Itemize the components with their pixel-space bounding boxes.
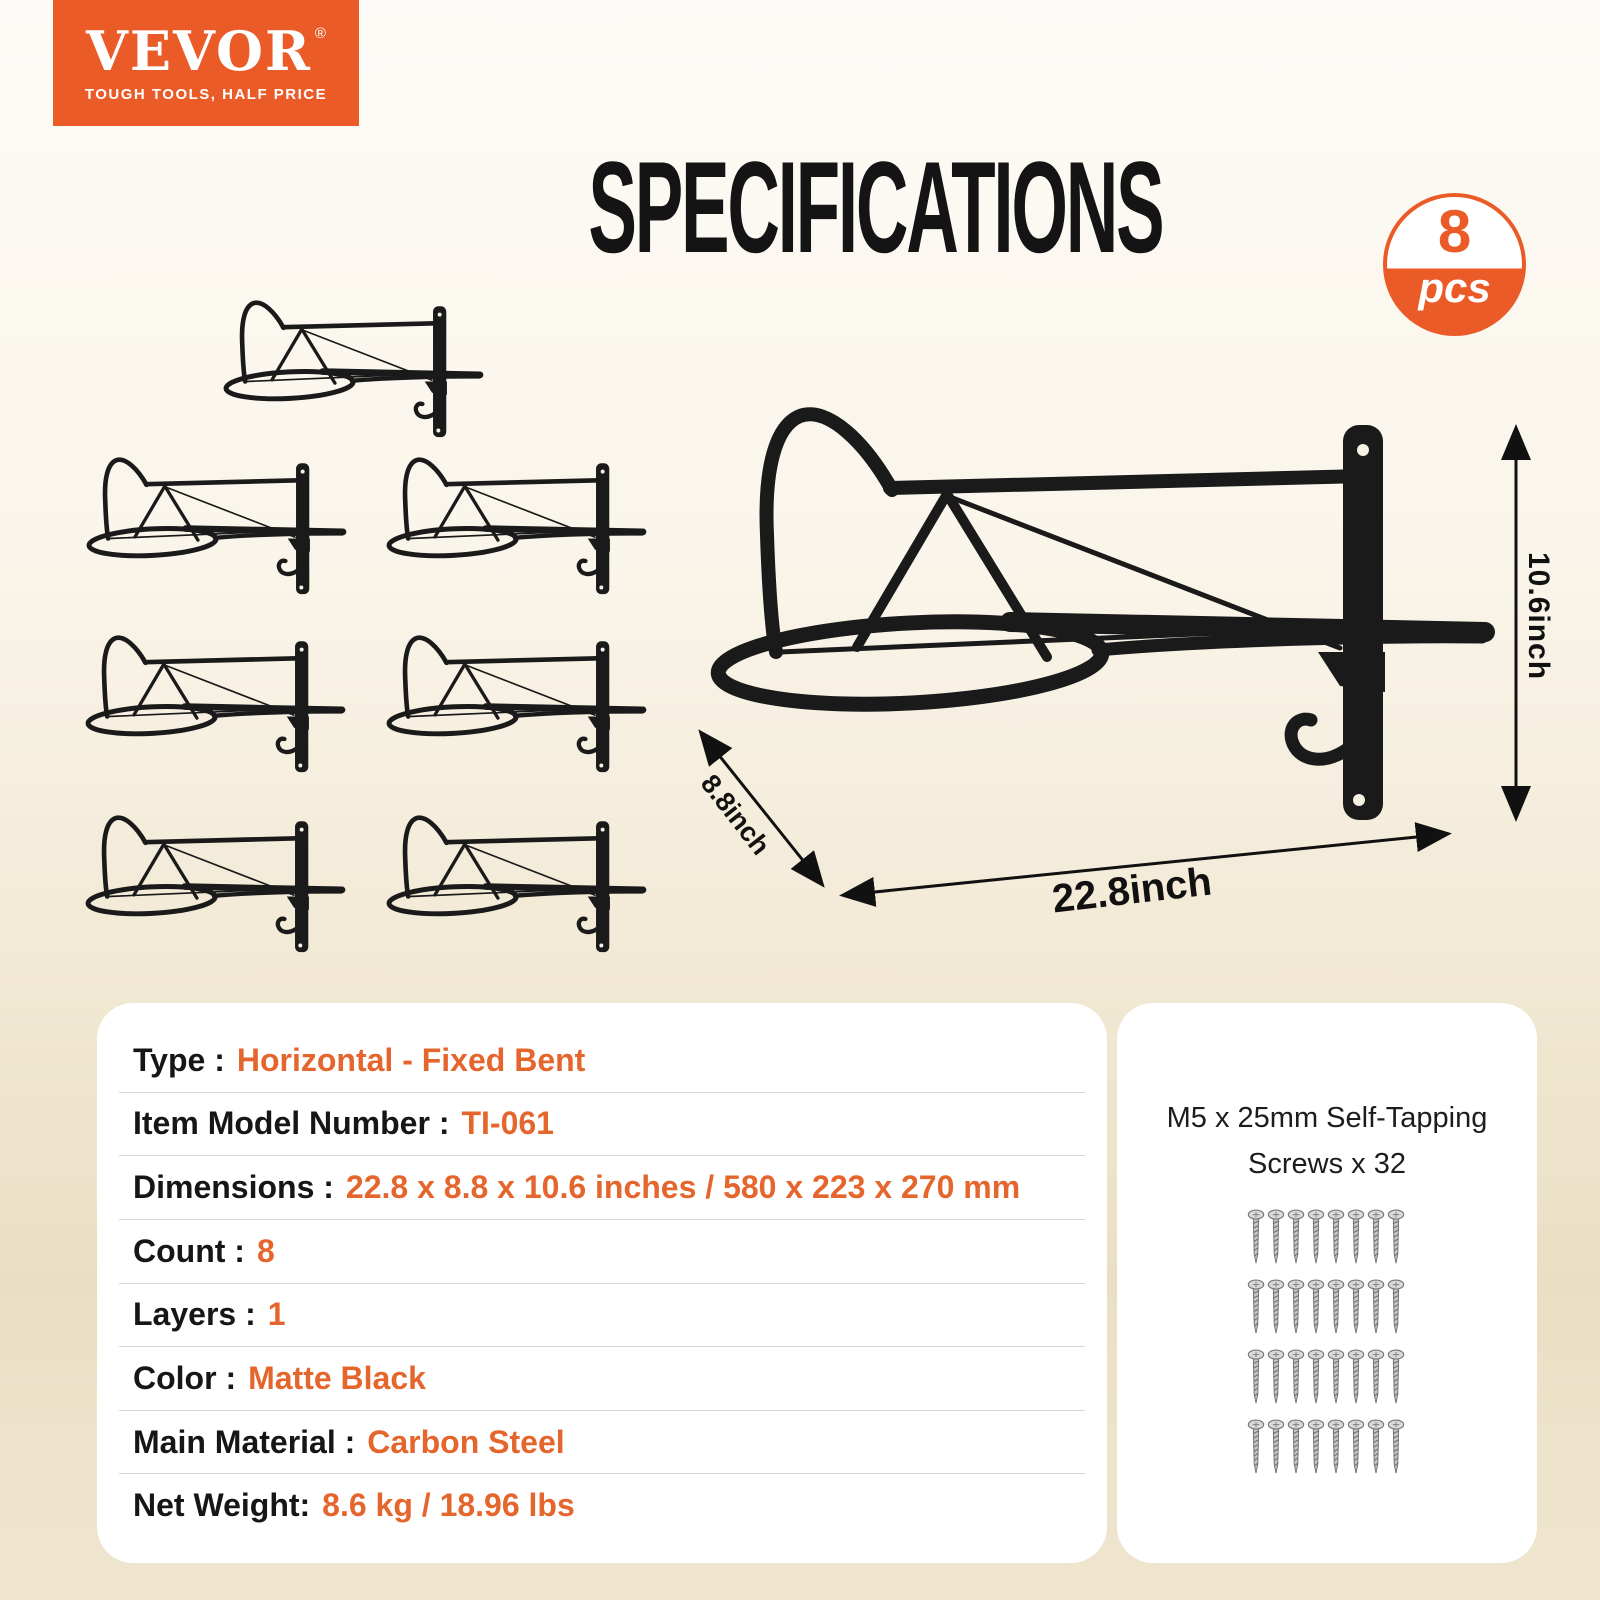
saddle-rack-thumbnail: [82, 633, 357, 789]
spec-value: 1: [267, 1296, 286, 1333]
quantity-badge-unit: pcs: [1418, 264, 1491, 311]
hardware-card: [1117, 1003, 1537, 1563]
saddle-rack-thumbnail: [383, 633, 658, 789]
screw-icon: [1347, 1207, 1365, 1269]
screw-icon: [1367, 1417, 1385, 1479]
registered-mark: ®: [314, 24, 326, 42]
saddle-rack-thumbnail: [82, 813, 357, 969]
spec-row-material: [119, 1411, 1085, 1475]
screw-icon: [1387, 1347, 1405, 1409]
page-title: SPECIFICATIONS: [588, 134, 1163, 280]
brand-tagline: TOUGH TOOLS, HALF PRICE: [84, 85, 328, 103]
screw-icon: [1327, 1417, 1345, 1479]
spec-row-dimensions: [119, 1156, 1085, 1220]
screw-icon: [1387, 1207, 1405, 1269]
spec-row-count: [119, 1220, 1085, 1284]
screw-icon: [1327, 1347, 1345, 1409]
specifications-card: [97, 1003, 1107, 1563]
spec-value: TI-061: [461, 1105, 554, 1142]
brand-name-row: [86, 18, 326, 83]
screw-icon: [1367, 1277, 1385, 1339]
quantity-badge: [1383, 193, 1526, 336]
spec-row-type: [119, 1029, 1085, 1093]
spec-row-layers: [119, 1284, 1085, 1348]
height-dimension-label: 10.6inch: [1522, 552, 1555, 681]
screw-icon: [1267, 1207, 1285, 1269]
hardware-title: [1117, 1095, 1537, 1187]
depth-dimension-label: 8.8inch: [694, 768, 776, 861]
screw-icon: [1347, 1277, 1365, 1339]
spec-row-color: [119, 1347, 1085, 1411]
spec-value: 8.6 kg / 18.96 lbs: [322, 1487, 575, 1524]
screw-icon: [1387, 1417, 1405, 1479]
screw-icon: [1287, 1277, 1305, 1339]
spec-label: Type :: [133, 1041, 225, 1078]
screw-icon: [1267, 1347, 1285, 1409]
screw-icon: [1307, 1347, 1325, 1409]
spec-label: Layers :: [133, 1296, 256, 1333]
screw-icon: [1287, 1207, 1305, 1269]
screw-icon: [1367, 1207, 1385, 1269]
saddle-rack-thumbnail: [220, 298, 495, 454]
hardware-title-line1: M5 x 25mm Self-Tapping: [1166, 1102, 1488, 1134]
screw-icon: [1327, 1207, 1345, 1269]
screw-icon: [1307, 1207, 1325, 1269]
spec-label: Count :: [133, 1232, 245, 1269]
screw-icon: [1247, 1347, 1265, 1409]
spec-label: Dimensions :: [133, 1169, 334, 1206]
brand-logo: [53, 0, 359, 126]
screw-icon: [1287, 1347, 1305, 1409]
screw-icon: [1267, 1277, 1285, 1339]
spec-value: Matte Black: [248, 1359, 426, 1396]
spec-label: Color :: [133, 1359, 237, 1396]
dimension-arrows: [680, 390, 1600, 920]
hardware-title-line2: Screws x 32: [1248, 1148, 1406, 1180]
saddle-rack-thumbnail: [383, 813, 658, 969]
screw-icon: [1347, 1417, 1365, 1479]
screw-icon: [1367, 1347, 1385, 1409]
screw-icon: [1327, 1277, 1345, 1339]
screw-icon: [1247, 1207, 1265, 1269]
screw-icon: [1347, 1347, 1365, 1409]
screw-icon: [1287, 1417, 1305, 1479]
spec-value: Carbon Steel: [367, 1423, 565, 1460]
spec-value: 8: [256, 1232, 275, 1269]
spec-label: Net Weight:: [133, 1487, 311, 1524]
screw-icon: [1307, 1417, 1325, 1479]
screw-icon: [1387, 1277, 1405, 1339]
width-dimension-label: 22.8inch: [1049, 859, 1214, 922]
spec-row-weight: [119, 1474, 1085, 1537]
spec-label: Item Model Number :: [133, 1105, 450, 1142]
spec-value: Horizontal - Fixed Bent: [236, 1041, 586, 1078]
saddle-rack-thumbnail: [383, 455, 658, 611]
spec-label: Main Material :: [133, 1423, 356, 1460]
saddle-rack-thumbnail: [83, 455, 358, 611]
spec-row-model: [119, 1093, 1085, 1157]
screw-grid: [1117, 1207, 1537, 1487]
spec-value: 22.8 x 8.8 x 10.6 inches / 580 x 223 x 270 mm: [345, 1169, 1021, 1206]
screw-icon: [1307, 1277, 1325, 1339]
screw-icon: [1267, 1417, 1285, 1479]
screw-icon: [1247, 1417, 1265, 1479]
screw-icon: [1247, 1277, 1265, 1339]
quantity-badge-count: 8: [1437, 198, 1472, 265]
brand-name: VEVOR: [86, 18, 312, 83]
